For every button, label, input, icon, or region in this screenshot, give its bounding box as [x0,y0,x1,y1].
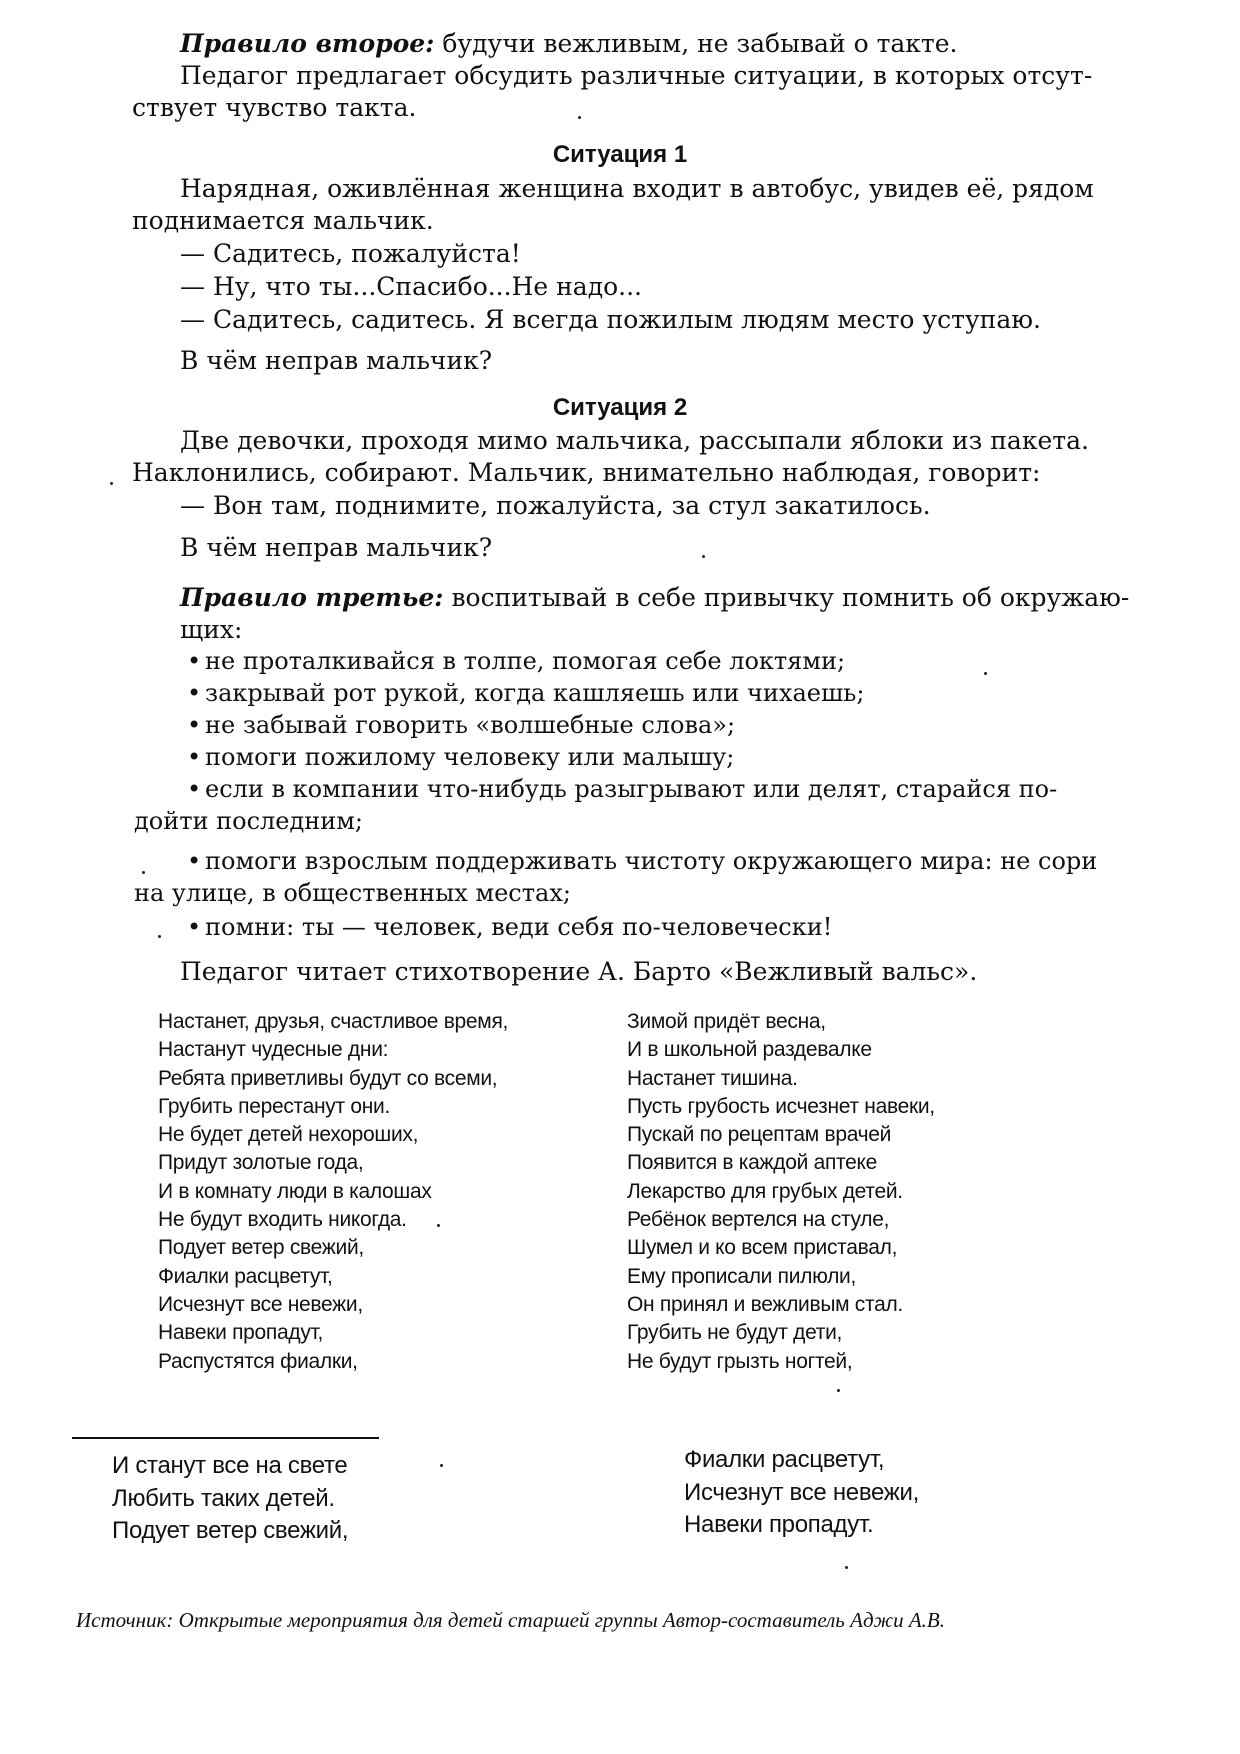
situation1-dialog-3: — Садитесь, садитесь. Я всегда пожилым людям место уступаю. [180,305,1041,334]
poem-left-column [158,1008,508,1376]
rule3-item-5-text: если в компании что-нибудь разыгрывают или делят, старайся по- [205,775,1058,803]
poem-right-line: Ребёнок вертелся на стуле, [627,1208,890,1232]
situation1-para-line-1: Нарядная, оживлённая женщина входит в автобус, увидев её, рядом [180,174,1094,203]
poem-right-line: И в школьной раздевалке [627,1038,872,1062]
rule3-item-4-text: помоги пожилому человеку или малышу; [205,743,735,771]
poem-left-line: Не будут входить никогда. [158,1208,407,1232]
poem-left2-line: Подует ветер свежий, [112,1517,349,1544]
bullet-glyph: • [187,711,202,739]
poem-right-line: Пускай по рецептам врачей [627,1123,892,1147]
rule3-item-7 [187,911,832,943]
poem-left-line: Настанут чудесные дни: [158,1038,389,1062]
situation2-question: В чём неправ мальчик? [180,533,493,562]
situation1-dialog-2: — Ну, что ты...Спасибо...Не надо... [180,272,642,301]
situation1-title: Ситуация 1 [552,141,688,168]
poem-right-line: Он принял и вежливым стал. [627,1292,903,1316]
rule3-item-3 [187,709,735,741]
rule3-text-line-2: щих: [180,615,243,644]
scan-speck [440,1464,443,1467]
scan-speck [702,555,705,558]
poem-left-line: Навеки пропадут, [158,1321,324,1345]
poem-left-line: Ребята приветливы будут со всеми, [158,1066,498,1090]
intro-line-1: Педагог предлагает обсудить различные ситуации, в которых отсут- [180,61,1093,90]
poem-right-line: Грубить не будут дети, [627,1321,843,1345]
situation1-para-line-2: поднимается мальчик. [132,206,434,235]
rule2-text: будучи вежливым, не забывай о такте. [434,29,958,58]
poem-left2-line: Любить таких детей. [112,1484,335,1512]
scan-speck [437,1224,440,1227]
poem-left-line: Подует ветер свежий, [158,1236,364,1260]
poem-right-line: Ему прописали пилюли, [627,1264,857,1288]
poem-left2-line: И станут все на свете [112,1452,348,1479]
bullet-glyph: • [187,743,202,771]
rule3-item-4 [187,741,734,773]
poem-left-line: Фиалки расцветут, [158,1264,333,1288]
scan-speck [845,1566,848,1569]
rule3-item-2 [187,677,864,709]
poem-right-line: Не будут грызть ногтей, [627,1349,853,1373]
poem-right-line: Шумел и ко всем приставал, [627,1236,898,1260]
poem-right2-line: Исчезнут все невежи, [684,1478,920,1506]
separator-line [72,1437,379,1439]
situation2-title: Ситуация 2 [552,394,688,421]
poem-right-line: Пусть грубость исчезнет навеки, [627,1094,935,1118]
poem-right-line: Настанет тишина. [627,1066,798,1090]
situation2-para-line-1: Две девочки, проходя мимо мальчика, рассыпали яблоки из пакета. [180,426,1089,455]
rule3-item-6-line-2: на улице, в общественных местах; [134,879,571,907]
situation1-dialog-1: — Садитесь, пожалуйста! [180,239,521,268]
scan-speck [578,116,581,119]
bullet-glyph: • [187,647,202,675]
situation2-para-line-2: Наклонились, собирают. Мальчик, внимательно наблюдая, говорит: [132,458,1041,487]
poem-left-line: Настанет, друзья, счастливое время, [158,1010,509,1033]
rule3-text-line-1: воспитывай в себе привычку помнить об окружаю- [443,583,1130,612]
scan-speck [142,871,145,874]
rule3-item-1 [187,645,845,677]
rule3-item-5-line-1 [187,773,1058,805]
poem-left-line: Придут золотые года, [158,1151,364,1175]
rule3-item-7-text: помни: ты — человек, веди себя по-человечески! [205,913,833,941]
poem-right-line: Зимой придёт весна, [627,1010,826,1033]
rule2-label: Правило второе: [180,29,435,58]
scan-speck [158,935,161,938]
intro-line-2: ствует чувство такта. [132,93,417,122]
poem-right-line: Лекарство для грубых детей. [627,1179,903,1203]
rule3-item-1-text: не проталкивайся в толпе, помогая себе локтями; [205,647,846,675]
rule2-paragraph [180,28,958,61]
rule3-item-3-text: не забывай говорить «волшебные слова»; [205,711,736,739]
scan-speck [837,1389,840,1392]
situation2-dialog-1: — Вон там, поднимите, пожалуйста, за стул закатилось. [180,491,931,520]
poem-left-line: Распустятся фиалки, [158,1349,358,1373]
scan-speck [110,482,113,485]
rule3-paragraph [180,582,1130,615]
rule3-item-5-line-2: дойти последним; [134,807,363,835]
poem-right-column-2 [684,1444,919,1542]
bullet-glyph: • [187,847,202,875]
poem-left-line: Исчезнут все невежи, [158,1292,363,1316]
rule3-label: Правило третье: [180,583,444,612]
situation1-question: В чём неправ мальчик? [180,346,493,375]
poem-left-column-2 [112,1450,348,1548]
poem-left-line: И в комнату люди в калошах [158,1179,432,1203]
source-citation: Источник: Открытые мероприятия для детей старшей группы Автор-составитель Аджи А.В. [76,1608,946,1632]
bullet-glyph: • [187,679,202,707]
poem-right2-line: Навеки пропадут. [684,1511,874,1538]
poem-left-line: Грубить перестанут они. [158,1094,390,1118]
bullet-glyph: • [187,913,202,941]
poem-right-line: Появится в каждой аптеке [627,1151,877,1175]
poem-intro: Педагог читает стихотворение А. Барто «Вежливый вальс». [180,957,978,986]
rule3-item-2-text: закрывай рот рукой, когда кашляешь или чихаешь; [205,679,865,707]
rule3-item-6-text: помоги взрослым поддерживать чистоту окружающего мира: не сори [205,847,1098,875]
rule3-item-6-line-1 [187,845,1098,877]
poem-left-line: Не будет детей нехороших, [158,1123,419,1147]
poem-right2-line: Фиалки расцветут, [684,1446,885,1473]
poem-right-column [627,1008,935,1376]
bullet-glyph: • [187,775,202,803]
scan-speck [984,672,987,675]
